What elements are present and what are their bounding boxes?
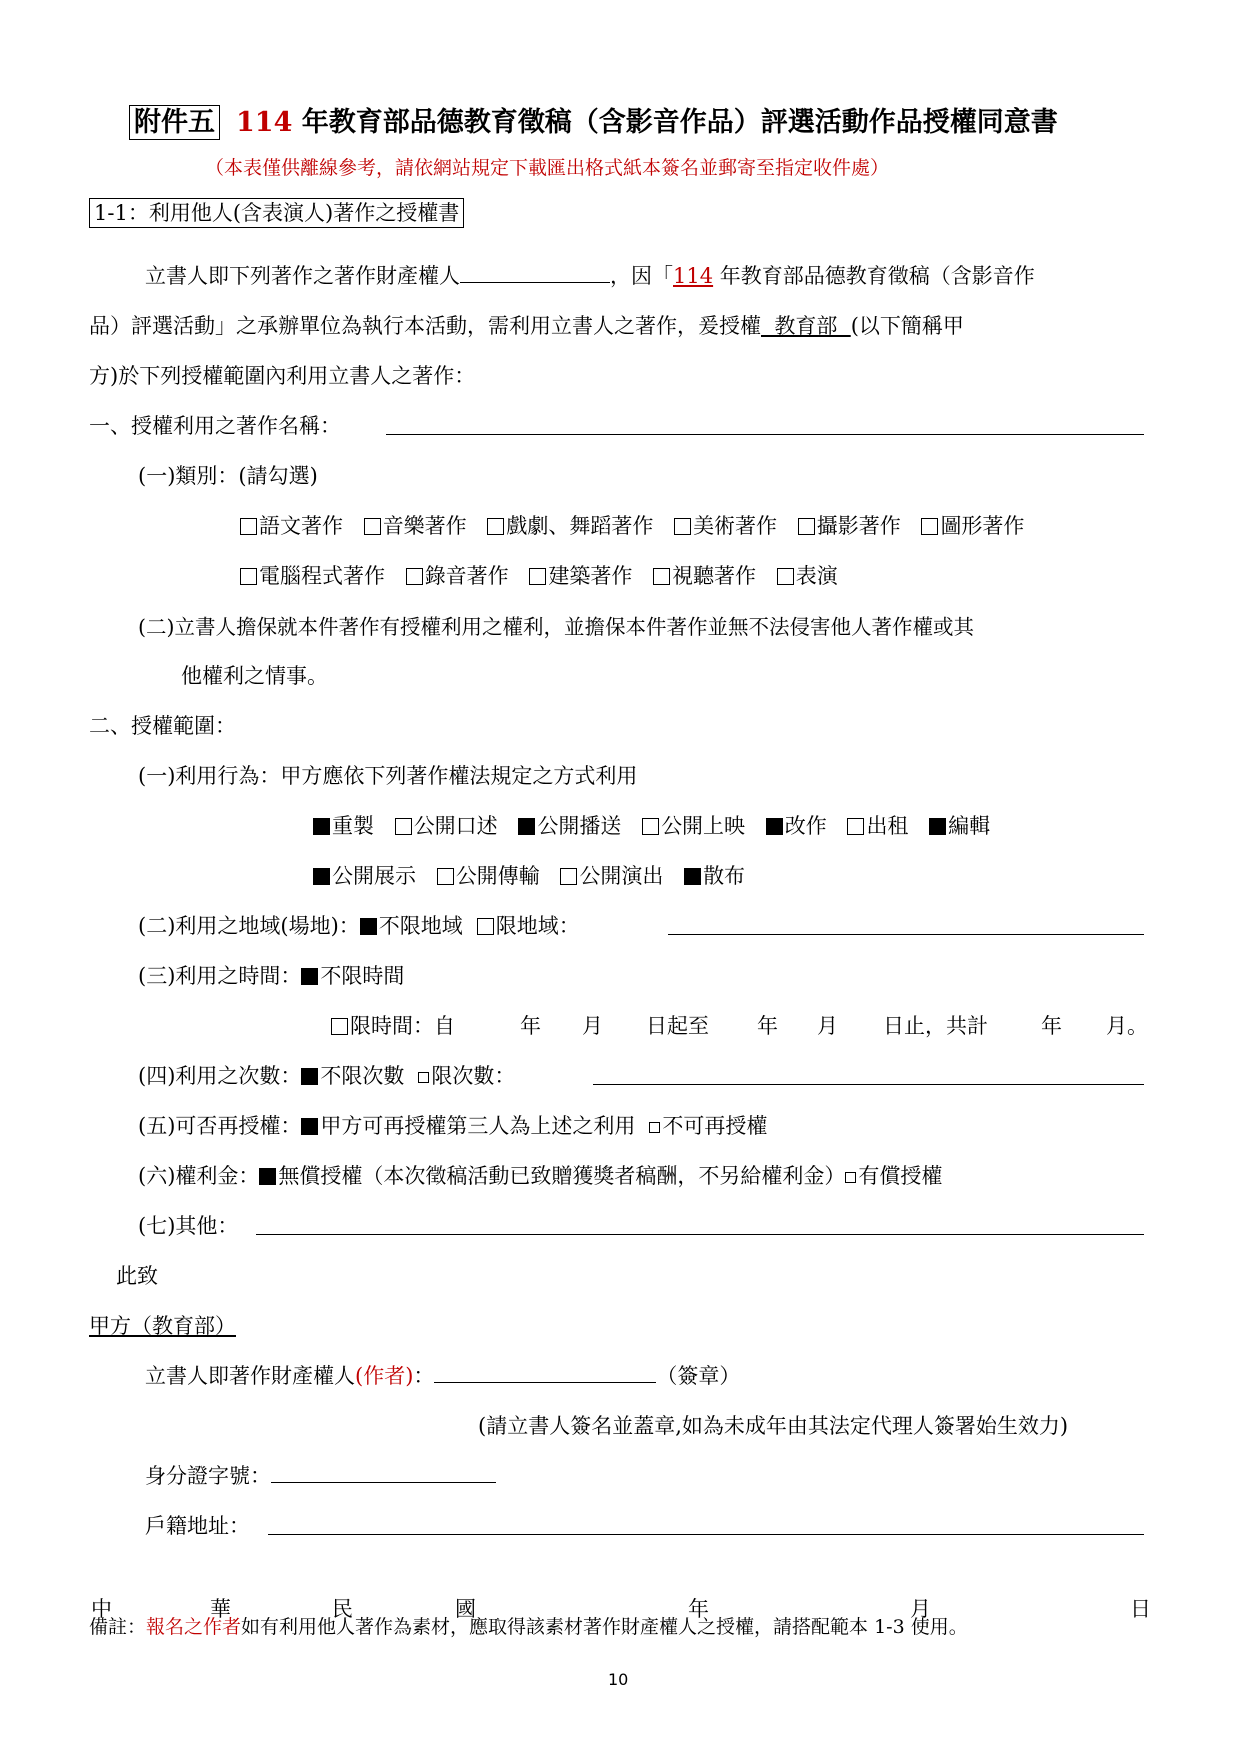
checkbox-checked[interactable] xyxy=(766,818,783,835)
act-option[interactable] xyxy=(642,810,745,840)
checkbox-checked[interactable] xyxy=(518,818,535,835)
signer-colon: ： xyxy=(413,1364,435,1388)
intro-text-a: 立書人即下列著作之著作財產權人 xyxy=(145,264,460,288)
checkbox[interactable] xyxy=(529,568,546,585)
royalty-option-free[interactable] xyxy=(259,1164,845,1188)
date-char: 中 xyxy=(91,1597,112,1621)
checkbox-checked[interactable] xyxy=(301,968,318,985)
relicense-yes-label: 甲方可再授權第三人為上述之利用 xyxy=(320,1114,636,1138)
category-label-text: 圖形著作 xyxy=(940,514,1025,538)
date-char: 民 xyxy=(332,1597,353,1621)
time-total-year: 年 xyxy=(1041,1014,1062,1038)
checkbox-checked[interactable] xyxy=(313,868,330,885)
part1-heading: 一、授權利用之著作名稱： xyxy=(89,414,341,438)
checkbox[interactable] xyxy=(674,518,691,535)
royalty-paid-label: 有償授權 xyxy=(858,1164,943,1188)
intro-line-1 xyxy=(145,260,1035,290)
category-option[interactable] xyxy=(240,560,385,590)
act-label: 出租 xyxy=(866,814,909,838)
act-label: 公開傳輸 xyxy=(455,864,540,888)
section-tag-text: 1-1：利用他人(含表演人)著作之授權書 xyxy=(89,198,464,228)
category-label-text: 視聽著作 xyxy=(672,564,757,588)
category-option[interactable] xyxy=(406,560,509,590)
checkbox[interactable] xyxy=(777,568,794,585)
royalty-label: (六)權利金： xyxy=(138,1164,260,1188)
intro-year: 114 xyxy=(673,264,714,288)
time-row xyxy=(138,960,404,990)
act-option[interactable] xyxy=(560,860,663,890)
date-day: 日 xyxy=(1130,1597,1151,1621)
relicense-no-label: 不可再授權 xyxy=(662,1114,768,1138)
act-label: 重製 xyxy=(332,814,374,838)
owner-name-blank[interactable] xyxy=(460,264,610,283)
acts-row-1 xyxy=(313,810,990,840)
royalty-free-label: 無償授權（本次徵稿活動已致贈獲獎者稿酬，不另給權利金） xyxy=(278,1164,846,1188)
checkbox[interactable] xyxy=(437,868,454,885)
address-blank[interactable] xyxy=(268,1510,1144,1535)
checkbox-checked[interactable] xyxy=(259,1168,276,1185)
act-label: 公開口述 xyxy=(413,814,498,838)
count-unlimited-label: 不限次數 xyxy=(320,1064,405,1088)
checkbox-checked[interactable] xyxy=(313,818,330,835)
act-label: 公開演出 xyxy=(579,864,664,888)
count-blank[interactable] xyxy=(593,1060,1144,1085)
warranty-line-2: 他權利之情事。 xyxy=(181,664,328,688)
time-to-year: 年 xyxy=(757,1014,778,1038)
warranty-line-1: (二)立書人擔保就本件著作有授權利用之權利，並擔保本件著作並無不法侵害他人著作權或其 xyxy=(138,615,974,639)
time-to-day: 日止，共計 xyxy=(883,1014,988,1038)
signer-row xyxy=(145,1360,740,1390)
checkbox[interactable] xyxy=(921,518,938,535)
intro-text-c: 年教育部品德教育徵稿（含影音作 xyxy=(713,264,1035,288)
count-limited-label: 限次數： xyxy=(431,1064,516,1088)
annex-tag: 附件五 xyxy=(129,105,220,140)
other-label: (七)其他： xyxy=(138,1214,239,1238)
intro-text-e: (以下簡稱甲 xyxy=(850,314,964,338)
act-option[interactable] xyxy=(313,810,374,840)
footnote-text: 如有利用他人著作為素材，應取得該素材著作財產權人之授權，請搭配範本 1-3 使用。 xyxy=(241,1616,968,1638)
section-tag xyxy=(89,197,464,227)
relicense-option-no[interactable] xyxy=(649,1114,767,1138)
title-year: 114 xyxy=(236,107,293,138)
intro-text-d: 品）評選活動」之承辦單位為執行本活動，需利用立書人之著作，爰授權 xyxy=(89,314,761,338)
intro-line-3: 方)於下列授權範圍內利用立書人之著作： xyxy=(89,364,476,388)
other-blank[interactable] xyxy=(256,1210,1144,1235)
category-option[interactable] xyxy=(529,560,632,590)
act-option[interactable] xyxy=(518,810,621,840)
time-from-month: 月 xyxy=(582,1014,603,1038)
checkbox[interactable] xyxy=(395,818,412,835)
signer-author-tag: (作者) xyxy=(355,1364,414,1388)
signer-label: 立書人即著作財產權人 xyxy=(145,1364,355,1388)
relicense-option-yes[interactable] xyxy=(301,1110,635,1140)
category-row-2 xyxy=(240,560,852,590)
category-option[interactable] xyxy=(798,510,901,540)
time-label: (三)利用之時間： xyxy=(138,964,302,988)
count-option-limited[interactable] xyxy=(418,1064,515,1088)
time-limited-label: 限時間：自 xyxy=(350,1014,455,1038)
document-title xyxy=(129,100,1058,139)
act-option[interactable] xyxy=(929,810,990,840)
relicense-row xyxy=(138,1110,767,1140)
time-to-month: 月 xyxy=(817,1014,838,1038)
date-char: 華 xyxy=(210,1597,231,1621)
party-a: 甲方（教育部） xyxy=(89,1314,236,1338)
category-option[interactable] xyxy=(653,560,756,590)
category-label: (一)類別：(請勾選) xyxy=(138,464,318,488)
time-total-month: 月。 xyxy=(1106,1014,1148,1038)
act-label: 改作 xyxy=(784,814,827,838)
checkbox[interactable] xyxy=(487,518,504,535)
footnote-prefix: 備註： xyxy=(89,1616,147,1638)
intro-text-b: ，因「 xyxy=(610,264,673,288)
date-char: 國 xyxy=(455,1597,476,1621)
category-label-text: 錄音著作 xyxy=(424,564,509,588)
category-option[interactable] xyxy=(674,510,777,540)
act-label: 公開上映 xyxy=(661,814,746,838)
act-label: 散布 xyxy=(703,864,746,888)
signature-blank[interactable] xyxy=(434,1364,656,1383)
id-row xyxy=(145,1460,496,1490)
address-label: 戶籍地址： xyxy=(145,1514,250,1538)
relicense-label: (五)可否再授權： xyxy=(138,1114,302,1138)
royalty-row xyxy=(138,1160,942,1190)
category-label-text: 電腦程式著作 xyxy=(259,564,385,588)
intro-line-2 xyxy=(89,310,964,340)
region-option-unlimited[interactable] xyxy=(360,910,463,940)
act-label: 編輯 xyxy=(948,814,991,838)
id-label: 身分證字號： xyxy=(145,1464,271,1488)
time-from-year: 年 xyxy=(520,1014,541,1038)
id-number-blank[interactable] xyxy=(271,1464,496,1483)
checkbox[interactable] xyxy=(331,1018,348,1035)
checkbox-checked[interactable] xyxy=(360,918,377,935)
acts-row-2 xyxy=(313,860,759,890)
date-year: 年 xyxy=(688,1597,709,1621)
acts-label: (一)利用行為：甲方應依下列著作權法規定之方式利用 xyxy=(138,764,638,788)
seal-label: （簽章） xyxy=(656,1364,741,1388)
checkbox[interactable] xyxy=(649,1122,660,1133)
checkbox-checked[interactable] xyxy=(301,1068,318,1085)
category-option[interactable] xyxy=(777,560,838,590)
category-option[interactable] xyxy=(487,510,653,540)
time-option-unlimited[interactable] xyxy=(301,964,404,988)
category-row-1 xyxy=(240,510,1024,540)
region-blank[interactable] xyxy=(668,910,1144,935)
time-from-day: 日起至 xyxy=(646,1014,709,1038)
title-text: 年教育部品德教育徵稿（含影音作品）評選活動作品授權同意書 xyxy=(292,107,1058,138)
act-option[interactable] xyxy=(437,860,540,890)
closing-to: 此致 xyxy=(116,1264,158,1288)
checkbox[interactable] xyxy=(560,868,577,885)
date-month: 月 xyxy=(910,1597,931,1621)
region-option-limited[interactable] xyxy=(477,910,580,940)
count-row xyxy=(138,1060,515,1090)
region-limited-label: 限地域： xyxy=(495,914,580,938)
category-label-text: 戲劇、舞蹈著作 xyxy=(506,514,654,538)
part2-heading: 二、授權範圍： xyxy=(89,714,236,738)
act-option[interactable] xyxy=(313,860,416,890)
act-label: 公開展示 xyxy=(332,864,416,888)
category-label-text: 音樂著作 xyxy=(382,514,467,538)
checkbox[interactable] xyxy=(798,518,815,535)
act-option[interactable] xyxy=(766,810,827,840)
category-label-text: 建築著作 xyxy=(548,564,633,588)
region-row xyxy=(138,910,580,940)
category-label-text: 表演 xyxy=(795,564,838,588)
checkbox-checked[interactable] xyxy=(929,818,946,835)
checkbox-checked[interactable] xyxy=(301,1118,318,1135)
footnote xyxy=(89,1612,968,1639)
subtitle-note: （本表僅供離線參考，請依網站規定下載匯出格式紙本簽名並郵寄至指定收件處） xyxy=(205,157,890,179)
checkbox[interactable] xyxy=(477,918,494,935)
act-option[interactable] xyxy=(684,860,745,890)
checkbox[interactable] xyxy=(240,518,257,535)
region-unlimited-label: 不限地域 xyxy=(378,914,463,938)
category-label-text: 攝影著作 xyxy=(816,514,901,538)
time-unlimited-label: 不限時間 xyxy=(320,964,405,988)
checkbox[interactable] xyxy=(406,568,423,585)
act-label: 公開播送 xyxy=(537,814,622,838)
checkbox[interactable] xyxy=(653,568,670,585)
checkbox[interactable] xyxy=(642,818,659,835)
act-option[interactable] xyxy=(395,810,498,840)
checkbox[interactable] xyxy=(845,1172,856,1183)
page-number: 10 xyxy=(608,1670,629,1689)
checkbox-checked[interactable] xyxy=(684,868,701,885)
category-option[interactable] xyxy=(364,510,467,540)
licensee-name: 教育部 xyxy=(761,314,851,338)
category-option[interactable] xyxy=(240,510,343,540)
royalty-option-paid[interactable] xyxy=(845,1164,942,1188)
region-label: (二)利用之地域(場地)： xyxy=(138,914,360,938)
category-label-text: 語文著作 xyxy=(259,514,343,538)
count-option-unlimited[interactable] xyxy=(301,1060,404,1090)
time-limited-row xyxy=(331,1010,455,1040)
act-option[interactable] xyxy=(847,810,908,840)
footnote-highlight: 報名之作者 xyxy=(146,1616,242,1638)
checkbox[interactable] xyxy=(418,1072,429,1083)
checkbox[interactable] xyxy=(364,518,381,535)
count-label: (四)利用之次數： xyxy=(138,1064,302,1088)
checkbox[interactable] xyxy=(847,818,864,835)
category-label-text: 美術著作 xyxy=(693,514,778,538)
checkbox[interactable] xyxy=(240,568,257,585)
sign-note: (請立書人簽名並蓋章,如為未成年由其法定代理人簽署始生效力) xyxy=(478,1414,1069,1438)
work-title-blank[interactable] xyxy=(386,410,1144,435)
category-option[interactable] xyxy=(921,510,1024,540)
